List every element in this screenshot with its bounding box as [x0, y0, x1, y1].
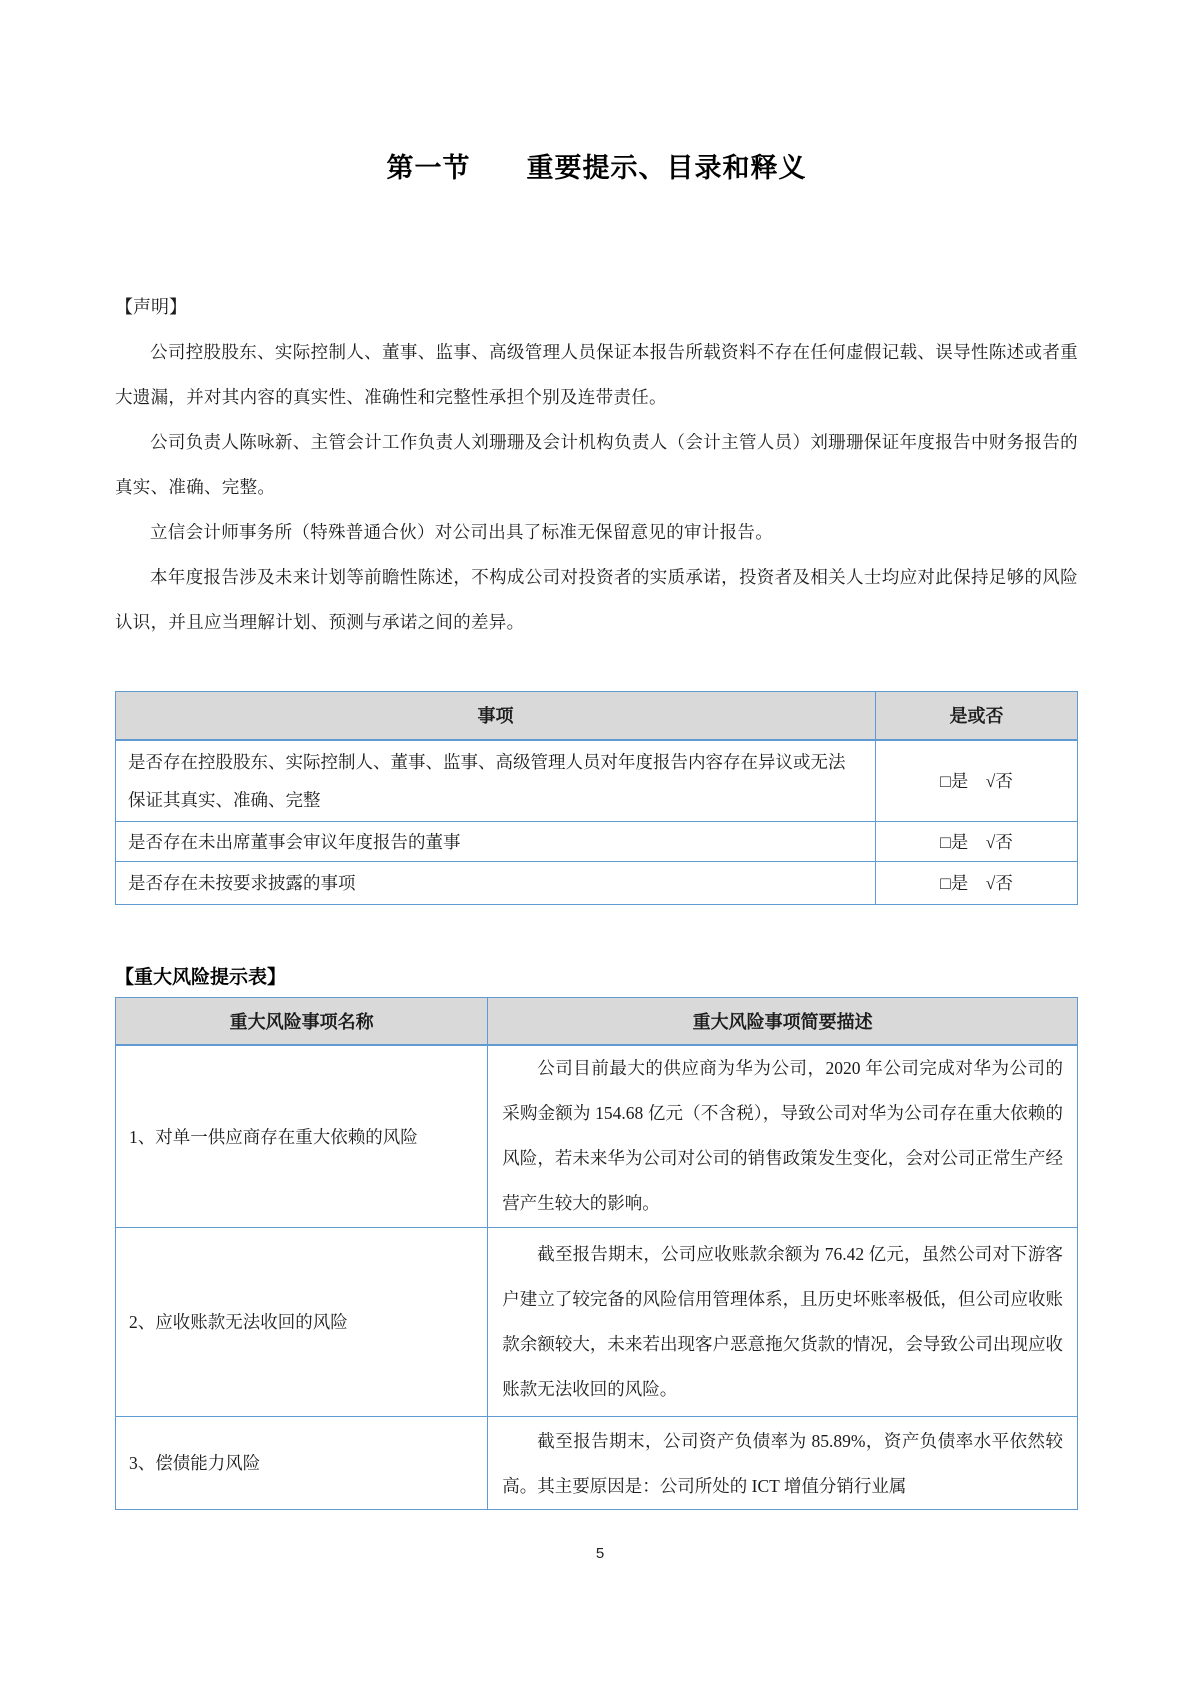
statement-item-cell: 是否存在未按要求披露的事项 [116, 861, 876, 904]
table-row [116, 740, 1078, 822]
risk-name-cell: 1、对单一供应商存在重大依赖的风险 [116, 1045, 488, 1227]
risk-name-cell: 2、应收账款无法收回的风险 [116, 1227, 488, 1416]
table-row [116, 1045, 1078, 1227]
risk-desc-cell [488, 1227, 1078, 1416]
statement-item-cell: 是否存在控股股东、实际控制人、董事、监事、高级管理人员对年度报告内容存在异议或无法保证其真实、准确、完整 [116, 740, 876, 822]
table-row [116, 1416, 1078, 1509]
declaration-heading: 【声明】 [115, 297, 187, 317]
statement-table-header-item: 事项 [116, 692, 876, 740]
risk-table [115, 997, 1078, 1510]
risk-table-header-row [116, 997, 1078, 1045]
statement-answer-cell: □是 √否 [875, 740, 1077, 822]
declaration-paragraph: 本年度报告涉及未来计划等前瞻性陈述，不构成公司对投资者的实质承诺，投资者及相关人士均应对此保持足够的风险认识，并且应当理解计划、预测与承诺之间的差异。 [115, 567, 1078, 632]
page-number: 5 [595, 1545, 605, 1562]
declaration-paragraph: 公司控股股东、实际控制人、董事、监事、高级管理人员保证本报告所载资料不存在任何虚假记载、误导性陈述或者重大遗漏，并对其内容的真实性、准确性和完整性承担个别及连带责任。 [115, 342, 1078, 407]
statement-table [115, 691, 1078, 905]
risk-name-cell: 3、偿债能力风险 [116, 1416, 488, 1509]
statement-table-header-row [116, 692, 1078, 740]
risk-desc-text: 公司目前最大的供应商为华为公司，2020 年公司完成对华为公司的采购金额为 154.68 亿元（不含税），导致公司对华为公司存在重大依赖的风险，若未来华为公司对公司的销售政策发生变化，会对公司正常生产经营产生较大的影响。 [502, 1058, 1063, 1214]
risk-table-header-name: 重大风险事项名称 [116, 997, 488, 1045]
page-title: 第一节 重要提示、目录和释义 [386, 153, 807, 183]
risk-desc-cell [488, 1416, 1078, 1509]
statement-table-header-yesno: 是或否 [875, 692, 1077, 740]
declaration-paragraph: 公司负责人陈咏新、主管会计工作负责人刘珊珊及会计机构负责人（会计主管人员）刘珊珊保证年度报告中财务报告的真实、准确、完整。 [115, 432, 1078, 497]
table-row [116, 1227, 1078, 1416]
risk-desc-text: 截至报告期末，公司资产负债率为 85.89%，资产负债率水平依然较高。其主要原因是：公司所处的 ICT 增值分销行业属 [502, 1430, 1063, 1496]
statement-answer-cell: □是 √否 [875, 821, 1077, 861]
risk-desc-text: 截至报告期末，公司应收账款余额为 76.42 亿元，虽然公司对下游客户建立了较完备的风险信用管理体系，且历史坏账率极低，但公司应收账款余额较大，未来若出现客户恶意拖欠货款的情况，会导致公司出现应收账款无法收回的风险。 [502, 1243, 1063, 1399]
statement-item-cell: 是否存在未出席董事会审议年度报告的董事 [116, 821, 876, 861]
table-row [116, 821, 1078, 861]
risk-section-heading: 【重大风险提示表】 [115, 966, 287, 988]
risk-desc-cell [488, 1045, 1078, 1227]
risk-table-header-desc: 重大风险事项简要描述 [488, 997, 1078, 1045]
table-row [116, 861, 1078, 904]
declaration-paragraph: 立信会计师事务所（特殊普通合伙）对公司出具了标准无保留意见的审计报告。 [150, 522, 773, 542]
statement-answer-cell: □是 √否 [875, 861, 1077, 904]
